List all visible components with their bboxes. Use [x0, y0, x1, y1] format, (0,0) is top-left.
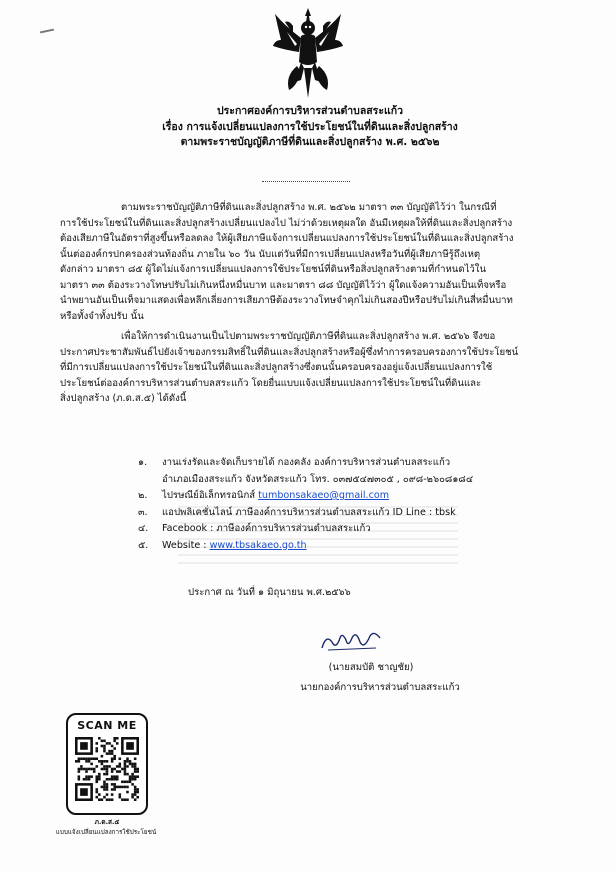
list-item: [138, 488, 538, 505]
list-number: ๔.: [138, 523, 149, 534]
paragraph-law-text: [60, 200, 542, 324]
signatory-name: (นายสมบัติ ชาญชัย): [328, 662, 414, 673]
paragraph-line: ตามพระราชบัญญัติภาษีที่ดินและสิ่งปลูกสร้าง พ.ศ. ๒๕๖๒ มาตรา ๓๓ บัญญัติไว้ว่า ในกรณีที่: [60, 202, 497, 213]
paragraph-line: ประโยชน์ต่อองค์การบริหารส่วนตำบลสระแก้ว โดยยื่นแบบแจ้งเปลี่ยนแปลงการใช้ประโยชน์ในที่ดินและ: [60, 377, 482, 389]
paragraph-line: หรือทั้งจำทั้งปรับ นั้น: [60, 310, 144, 322]
announcement-date: ประกาศ ณ วันที่ ๑ มิถุนายน พ.ศ.๒๕๖๖: [188, 587, 351, 598]
list-item: [138, 505, 538, 522]
paragraph-line: มาตรา ๓๓ ต้องระวางโทษปรับไม่เกินหนึ่งหมื่นบาท และมาตรา ๘๘ บัญญัติไว้ว่า ผู้ใดแจ้งความอันเป็นเท็จหรือ: [60, 279, 507, 291]
signatory-title: นายกองค์การบริหารส่วนตำบลสระแก้ว: [300, 682, 460, 693]
scan-mark: [40, 29, 54, 34]
issuer-title: ประกาศองค์การบริหารส่วนตำบลสระแก้ว: [217, 105, 403, 117]
list-number: ๕.: [138, 539, 149, 551]
law-reference: ตามพระราชบัญญัติภาษีที่ดินและสิ่งปลูกสร้าง พ.ศ. ๒๕๖๒: [180, 136, 440, 148]
qr-code-icon[interactable]: [75, 737, 139, 801]
announcement-header: [90, 104, 530, 151]
website-link[interactable]: www.tbsakaeo.go.th: [209, 539, 307, 551]
paragraph-line: ที่มีการเปลี่ยนแปลงการใช้ประโยชน์ในที่ดินและสิ่งปลูกสร้างซึ่งตนนั้นครอบครองอยู่แจ้งเปลี่ยนแปลงการใช้: [60, 362, 493, 373]
paragraph-line: นำพยานอันเป็นเท็จมาแสดงเพื่อหลีกเลี่ยงการเสียภาษีต้องระวางโทษจำคุกไม่เกินสองปีหรือปรับไม่เกินสี่หมื่นบาท: [60, 295, 513, 306]
list-text: Website :: [162, 539, 210, 551]
paragraph-line: ต้องเสียภาษีในอัตราที่สูงขึ้นหรือลดลง ให้ผู้เสียภาษีแจ้งการเปลี่ยนแปลงการใช้ประโยชน์ในที่ดินและสิ่งปลูกสร้าง: [60, 233, 514, 244]
paragraph-line: การใช้ประโยชน์ในที่ดินและสิ่งปลูกสร้างเปลี่ยนแปลงไป ไม่ว่าด้วยเหตุผลใด อันมีเหตุผลให้ที่ดินและสิ่งปลูกสร้าง: [60, 217, 513, 229]
list-text: ไปรษณีย์อิเล็กทรอนิกส์: [162, 490, 259, 501]
submission-channel-list: [138, 455, 538, 554]
list-text: งานเร่งรัดและจัดเก็บรายได้ กองคลัง องค์การบริหารส่วนตำบลสระแก้ว: [162, 457, 451, 468]
paragraph-request: [60, 329, 542, 407]
list-item: [138, 455, 538, 472]
paragraph-line: ประกาศประชาสัมพันธ์ไปยังเจ้าของกรรมสิทธิ์ในที่ดินและสิ่งปลูกสร้างหรือผู้ซึ่งทำการครอบครองการใช้ประโยชน์: [60, 346, 519, 358]
paragraph-line: นั้นต่อองค์กรปกครองส่วนท้องถิ่น ภายใน ๖๐ วัน นับแต่วันที่มีการเปลี่ยนแปลงหรือวันที่ผู้เสียภาษีรู้ถึงเหตุ: [60, 248, 481, 260]
header-divider: [262, 181, 350, 182]
paragraph-line: ดังกล่าว มาตรา ๘๕ ผู้ใดไม่แจ้งการเปลี่ยนแปลงการใช้ประโยชน์ที่ดินหรือสิ่งปลูกสร้างตามที่กำหนดไว้ใน: [60, 264, 487, 275]
email-link[interactable]: tumbonsakaeo@gmail.com: [258, 490, 390, 501]
list-text: Facebook : ภาษีองค์การบริหารส่วนตำบลสระแก้ว: [162, 523, 371, 534]
list-text: แอปพลิเคชั่นไลน์ ภาษีองค์การบริหารส่วนตำบลสระแก้ว ID Line : tbsk: [162, 506, 456, 518]
list-item-continuation: อำเภอเมืองสระแก้ว จังหวัดสระแก้ว โทร. ๐๓๗๕๔๗๓๐๕ , ๐๙๘-๒๖๐๘๑๘๔: [162, 473, 474, 485]
list-number: ๑.: [138, 457, 148, 468]
subject-title: เรื่อง การแจ้งเปลี่ยนแปลงการใช้ประโยชน์ในที่ดินและสิ่งปลูกสร้าง: [162, 120, 458, 133]
list-item: [138, 521, 538, 538]
signature-icon: [318, 628, 388, 654]
list-number: ๒.: [138, 490, 148, 501]
paragraph-line: สิ่งปลูกสร้าง (ภ.ด.ส.๕) ได้ดังนี้: [60, 393, 187, 404]
qr-caption: แบบแจ้งเปลี่ยนแปลงการใช้ประโยชน์: [55, 829, 157, 836]
list-number: ๓.: [138, 506, 148, 518]
qr-form-code: ภ.ด.ส.๕: [94, 818, 120, 826]
qr-title: SCAN ME: [77, 719, 137, 732]
paragraph-line: เพื่อให้การดำเนินงานเป็นไปตามพระราชบัญญัติภาษีที่ดินและสิ่งปลูกสร้าง พ.ศ. ๒๕๖๖ จึงขอ: [60, 331, 496, 342]
list-item: [138, 538, 538, 555]
garuda-emblem-icon: [271, 6, 345, 100]
qr-card: [66, 713, 148, 815]
